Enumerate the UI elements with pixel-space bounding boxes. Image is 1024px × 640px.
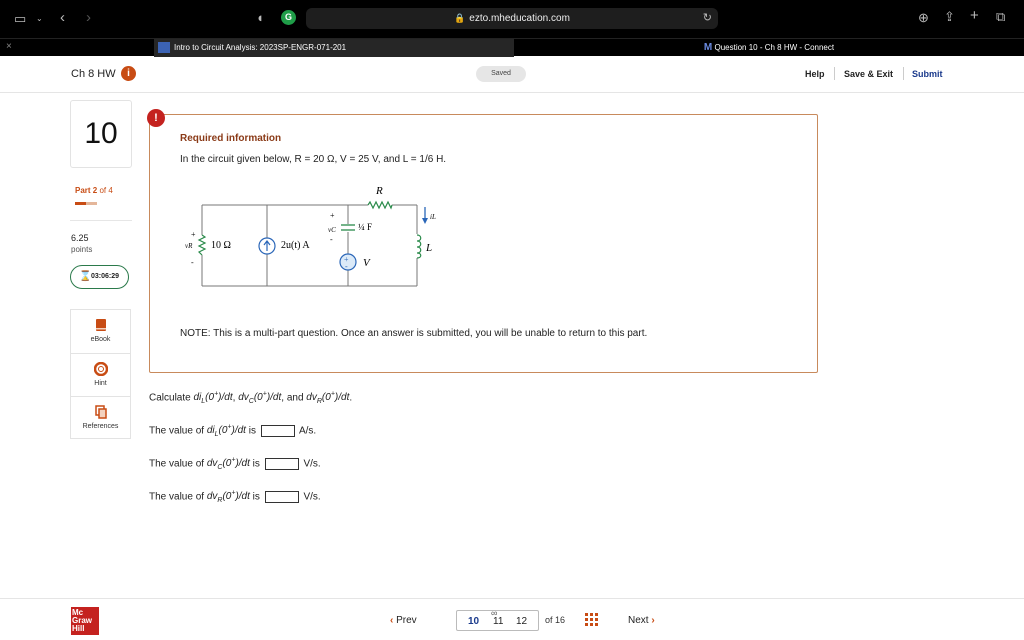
hint-button[interactable] bbox=[71, 353, 130, 396]
assignment-title: Ch 8 HW bbox=[71, 68, 116, 80]
hourglass-icon: ⌛ bbox=[79, 271, 92, 282]
answer-expr: $dv_C(0^+)/dt$ bbox=[206, 457, 250, 472]
tool-label: eBook bbox=[90, 336, 111, 343]
answer-is: is bbox=[245, 425, 256, 437]
answer-expr: $di_L(0^+)/dt$ bbox=[206, 424, 246, 439]
points-value: 6.25 bbox=[71, 233, 89, 243]
part-total: of 4 bbox=[97, 186, 113, 195]
grammarly-icon[interactable]: G bbox=[281, 10, 296, 25]
plus-sign: + bbox=[330, 211, 335, 220]
next-button[interactable] bbox=[628, 615, 655, 626]
minus-sign: - bbox=[191, 258, 194, 267]
expr-dvc: $dv_C(0^+)/dt$ bbox=[238, 391, 282, 406]
connect-logo-icon: M bbox=[703, 42, 713, 53]
back-icon[interactable]: ‹ bbox=[60, 9, 65, 26]
next-label: Next bbox=[628, 615, 649, 626]
plus-sign: + bbox=[344, 255, 349, 264]
vc-label: vC bbox=[328, 226, 336, 234]
chevron-down-icon[interactable]: ⌄ bbox=[36, 14, 43, 23]
answer-unit: V/s. bbox=[303, 491, 321, 503]
answer-row bbox=[149, 490, 321, 504]
resistor-r-label: R bbox=[376, 185, 383, 197]
course-icon bbox=[158, 42, 170, 53]
close-icon[interactable]: × bbox=[6, 41, 12, 52]
lifebuoy-icon bbox=[94, 362, 108, 376]
divider bbox=[903, 67, 904, 80]
lock-icon: 🔒 bbox=[454, 13, 466, 23]
required-info-title: Required information bbox=[180, 133, 282, 144]
tool-label: References bbox=[82, 423, 119, 430]
chevron-left-icon: ‹ bbox=[390, 615, 394, 626]
capacitor-label: ¼ F bbox=[358, 222, 373, 232]
answer-is: is bbox=[249, 458, 260, 470]
tool-label: Hint bbox=[94, 380, 107, 387]
answer-row bbox=[149, 424, 316, 438]
answer-prefix: The value of bbox=[149, 458, 207, 470]
tab-strip bbox=[0, 38, 1024, 56]
prev-label: Prev bbox=[396, 615, 417, 626]
download-icon[interactable]: ⊕ bbox=[918, 10, 929, 25]
arrow-down-icon bbox=[422, 218, 428, 224]
ebook-button[interactable] bbox=[71, 310, 130, 353]
points-display bbox=[71, 232, 92, 256]
browser-toolbar bbox=[0, 0, 1024, 38]
page-total: of 16 bbox=[545, 615, 566, 625]
link-icon: ∞ bbox=[491, 608, 498, 618]
plus-sign: + bbox=[191, 230, 196, 239]
alert-icon: ! bbox=[147, 109, 165, 127]
il-label: iL bbox=[430, 213, 436, 221]
mcgraw-hill-logo: Mc Graw Hill bbox=[71, 607, 99, 635]
save-exit-link[interactable]: Save & Exit bbox=[844, 69, 894, 79]
part-label: Part 2 bbox=[75, 186, 98, 195]
answer-row bbox=[149, 457, 321, 471]
saved-badge: Saved bbox=[476, 66, 526, 82]
share-icon[interactable]: ⇪ bbox=[944, 9, 955, 24]
shield-icon[interactable]: ◖ bbox=[256, 10, 264, 25]
expr-dvr: $dv_R(0^+)/dt$ bbox=[306, 391, 350, 406]
forward-icon[interactable]: › bbox=[86, 9, 91, 26]
page-12[interactable]: 12 bbox=[516, 616, 528, 627]
part-progress-bar bbox=[75, 202, 97, 205]
answer-prefix: The value of bbox=[149, 425, 207, 437]
reload-icon[interactable]: ↻ bbox=[702, 12, 712, 24]
assignment-header bbox=[0, 57, 1024, 93]
answer-expr: $dv_R(0^+)/dt$ bbox=[206, 490, 250, 505]
address-bar[interactable] bbox=[306, 8, 718, 29]
expr-dil: $di_L(0^+)/dt$ bbox=[193, 391, 233, 406]
submit-link[interactable]: Submit bbox=[912, 69, 943, 79]
resistor-10-label: 10 Ω bbox=[211, 240, 231, 251]
help-link[interactable]: Help bbox=[805, 69, 825, 79]
divider bbox=[70, 220, 132, 221]
copy-icon bbox=[94, 405, 108, 419]
chevron-right-icon: › bbox=[651, 615, 655, 626]
page-11[interactable]: 11 bbox=[493, 616, 504, 627]
tab-intro-circuit[interactable] bbox=[154, 39, 514, 57]
grid-icon[interactable] bbox=[585, 613, 598, 626]
part-indicator bbox=[75, 186, 113, 195]
page-selector bbox=[456, 610, 539, 631]
divider bbox=[834, 67, 835, 80]
circuit-description: In the circuit given below, R = 20 Ω, V = 25 V, and L = 1/6 H. bbox=[180, 154, 447, 165]
answer-dil-input[interactable] bbox=[261, 425, 295, 437]
minus-sign: - bbox=[330, 235, 333, 244]
references-button[interactable] bbox=[71, 396, 130, 439]
current-source-label: 2u(t) A bbox=[281, 240, 310, 251]
prev-button[interactable] bbox=[390, 615, 417, 626]
question-number: 10 bbox=[70, 100, 132, 168]
tab-label: Question 10 - Ch 8 HW - Connect bbox=[714, 43, 835, 52]
book-icon bbox=[94, 318, 108, 332]
tab-overview-icon[interactable]: ⧉ bbox=[996, 9, 1006, 24]
answer-unit: A/s. bbox=[298, 425, 317, 437]
sidebar-icon[interactable]: ▭ bbox=[14, 11, 27, 26]
answer-unit: V/s. bbox=[303, 458, 321, 470]
answer-dvc-input[interactable] bbox=[265, 458, 299, 470]
info-icon[interactable]: i bbox=[121, 66, 136, 81]
tab-label: Intro to Circuit Analysis: 2023SP-ENGR-071-201 bbox=[174, 43, 347, 52]
multipart-note: NOTE: This is a multi-part question. Once an answer is submitted, you will be unable to return to this part. bbox=[180, 328, 648, 339]
timer[interactable] bbox=[70, 265, 129, 289]
new-tab-icon[interactable]: + bbox=[970, 7, 979, 24]
answer-prefix: The value of bbox=[149, 491, 207, 503]
answer-dvr-input[interactable] bbox=[265, 491, 299, 503]
vr-label: vR bbox=[185, 242, 193, 250]
inductor-label: L bbox=[426, 242, 433, 254]
tab-question-10[interactable] bbox=[514, 39, 1024, 57]
answer-is: is bbox=[249, 491, 260, 503]
minus-sign: - bbox=[345, 262, 348, 271]
circuit-diagram bbox=[180, 180, 450, 295]
footer-nav bbox=[0, 598, 1024, 640]
page-10[interactable]: 10 bbox=[468, 616, 480, 627]
points-label: points bbox=[71, 245, 93, 254]
question-prompt: Calculate $di_L(0^+)/dt$, $dv_C(0^+)/dt$, and $dv_R(0^+)/dt$. bbox=[149, 391, 353, 406]
url-text: ezto.mheducation.com bbox=[469, 13, 570, 24]
timer-value: 03:06:29 bbox=[91, 273, 120, 280]
tools-panel bbox=[70, 309, 131, 439]
part-progress-fill bbox=[75, 202, 86, 205]
voltage-source-label: V bbox=[363, 257, 370, 269]
